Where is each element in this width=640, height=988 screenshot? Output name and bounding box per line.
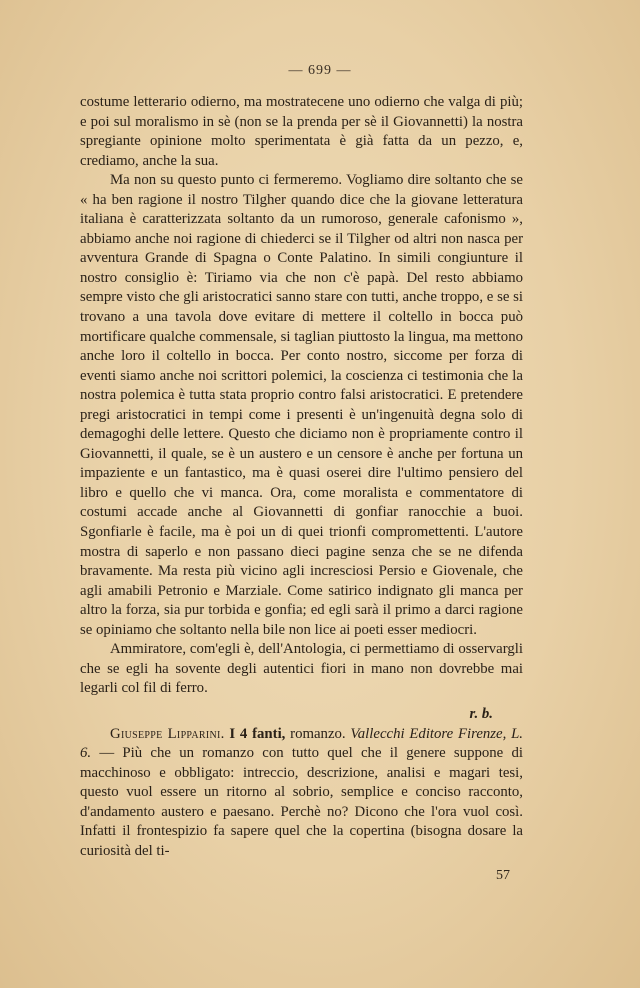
- author-signature: r. b.: [469, 705, 493, 722]
- paragraph-main: Ma non su questo punto ci fermeremo. Vogliamo dire soltanto che se « ha ben ragione il nostro Tilgher quando dice che la giovane letteratura italiana è caratterizzata soltanto da un rumoroso, generale cafonismo », abbiamo anche noi ragione di chiederci se il Tilgher od altri non nasca per avventura Grande di Spagna o Conte Palatino. In simili congiunture il nostro consiglio è: Tiriamo via che non c'è papà. Del resto abbiamo sempre visto che gli aristocratici sanno stare con tutti, anche troppo, e se si trovano a una tavola dove evitare di mettere il coltello in bocca può mortificare qualche commensale, si taglian piuttosto la lingua, ma mettono anche loro il coltello in bocca. Per conto nostro, siccome per forza di eventi siamo anche noi scrittori polemici, la coscienza ci testimonia che la nostra polemica è tutta stata proprio contro falsi aristocratici. E pretendere pregi aristocratici in tempi come i presenti è un'ingenuità degna solo di demagoghi delle lettere. Questo che diciamo non è propriamente contro il Giovannetti, il quale, se è un austero e un censore è anche per fortuna un impaziente e un fantastico, ma è quasi oserei dire l'ultimo pensiero del libro e quello che vi manca. Ora, come moralista e commentatore di costumi accade anche al Giovannetti di gonfiar ranocchie a buoi. Sgonfiarle è facile, ma è poi un di quei trionfi compromettenti. L'autore mostra di saperlo e non passano dieci pagine senza che se ne difenda bravamente. Ma resta più vicino agli incresciosi Persio e Giovenale, che agli amabili Petronio e Marziale. Come satirico indignato gli manca per altro la forza, sia pur torbida e gonfia; ed egli sarà il primo a darci ragione se opiniamo che soltanto nella bile non lice ai poeti esser mediocri.: [80, 172, 523, 638]
- page-body: [80, 93, 523, 861]
- paragraph-continuation: costume letterario odierno, ma mostratecene uno odierno che valga di più; e poi sul moralismo in sè (non se la prenda per sè il Giovannetti) la nostra spregiante opinione molto sperimentata è già fatta da un pezzo, e, crediamo, anche la sua.: [80, 94, 523, 169]
- page-number: 57: [496, 868, 510, 883]
- review-author: Giuseppe Lipparini.: [110, 725, 225, 742]
- review-text: — Più che un romanzo con tutto quel che il genere suppone di macchinoso e obbligato: intreccio, descrizione, analisi e magari tesi, questo vuol essere un ritorno al sobrio, semplice e conciso racconto, d'andamento austero e paesano. Perchè no? Dicono che l'ora vuol così. Infatti il frontespizio fa sapere quel che la copertina (bisogna dosare la curiosità del ti-: [80, 745, 523, 859]
- review-genre: romanzo.: [290, 725, 346, 742]
- review-publisher: Vallecchi Editore Firenze, L. 6.: [80, 725, 524, 762]
- running-head: — 699 —: [288, 63, 352, 78]
- review-book-title: I 4 fanti,: [229, 725, 286, 742]
- paragraph-closing: Ammiratore, com'egli è, dell'Antologia, ci permettiamo di osservargli che se egli ha sovente degli autentici fiori in mano non dovrebbe mai legarli col fil di ferro.: [80, 641, 523, 697]
- review-entry: [80, 725, 523, 862]
